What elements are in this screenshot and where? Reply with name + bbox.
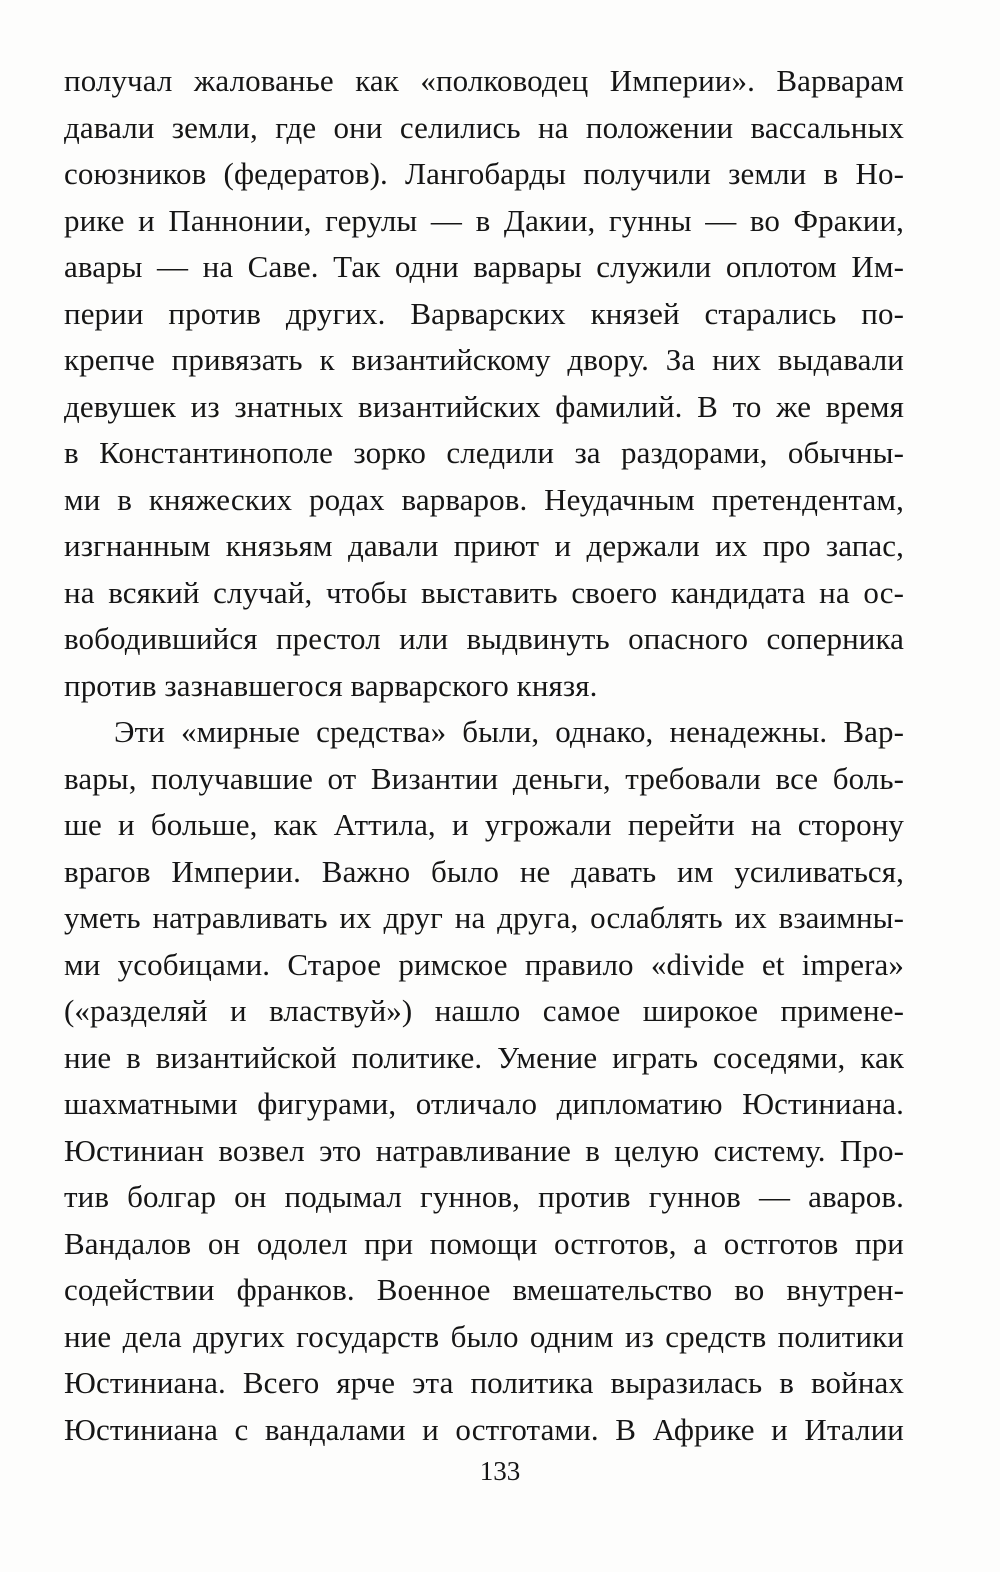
page-number: 133 — [479, 1456, 521, 1486]
text-line: Эти «мирные средства» были, однако, ненадежны. Вар- — [114, 714, 904, 749]
text-line: ние дела других государств было одним из средств политики — [64, 1318, 904, 1354]
paragraph-1 — [64, 58, 904, 709]
text-line: Юстиниана с вандалами и остготами. В Африке и Италии — [64, 1411, 904, 1447]
text-line: давали земли, где они селились на положении вассальных — [64, 109, 904, 145]
text-line: ми усобицами. Старое римское правило «divide et impera» — [64, 946, 904, 982]
text-line: авары — на Саве. Так одни варвары служили оплотом Им- — [64, 249, 904, 284]
text-line: против зазнавшегося варварского князя. — [64, 667, 598, 703]
text-line: Юстиниана. Всего ярче эта политика выразилась в войнах — [64, 1365, 904, 1400]
text-line: Юстиниан возвел это натравливание в целую систему. Про- — [64, 1132, 904, 1168]
text-line: союзников (федератов). Лангобарды получили земли в Но- — [64, 156, 904, 191]
text-line: врагов Империи. Важно было не давать им усиливаться, — [64, 853, 904, 889]
text-line: («разделяй и властвуй») нашло самое широкое примене- — [64, 993, 904, 1028]
text-line: рике и Паннонии, герулы — в Дакии, гунны — во Фракии, — [64, 202, 904, 238]
body-text — [64, 58, 904, 1453]
text-line: крепче привязать к византийскому двору. За них выдавали — [64, 342, 904, 377]
text-line: шахматными фигурами, отличало дипломатию Юстиниана. — [64, 1086, 904, 1121]
text-line: ми в княжеских родах варваров. Неудачным претендентам, — [64, 481, 904, 517]
text-line: вары, получавшие от Византии деньги, требовали все боль- — [64, 760, 904, 796]
text-line: в Константинополе зорко следили за раздорами, обычны- — [64, 435, 904, 470]
text-line: перии против других. Варварских князей старались по- — [64, 295, 904, 331]
text-line: ше и больше, как Аттила, и угрожали перейти на сторону — [64, 807, 904, 842]
text-line: уметь натравливать их друг на друга, ослаблять их взаимны- — [64, 900, 904, 935]
text-line: на всякий случай, чтобы выставить своего кандидата на ос- — [64, 574, 904, 610]
text-line: ние в византийской политике. Умение играть соседями, как — [64, 1039, 904, 1075]
text-line: получал жалованье как «полководец Империи». Варварам — [64, 63, 904, 98]
text-line: тив болгар он подымал гуннов, против гуннов — аваров. — [64, 1179, 904, 1214]
paragraph-2 — [64, 709, 904, 1453]
text-line: изгнанным князьям давали приют и держали их про запас, — [64, 528, 904, 563]
text-line: Вандалов он одолел при помощи остготов, а остготов при — [64, 1225, 904, 1261]
text-line: девушек из знатных византийских фамилий. В то же время — [64, 388, 904, 424]
text-line: вободившийся престол или выдвинуть опасного соперника — [64, 621, 904, 656]
text-line: содействии франков. Военное вмешательство во внутрен- — [64, 1272, 904, 1307]
